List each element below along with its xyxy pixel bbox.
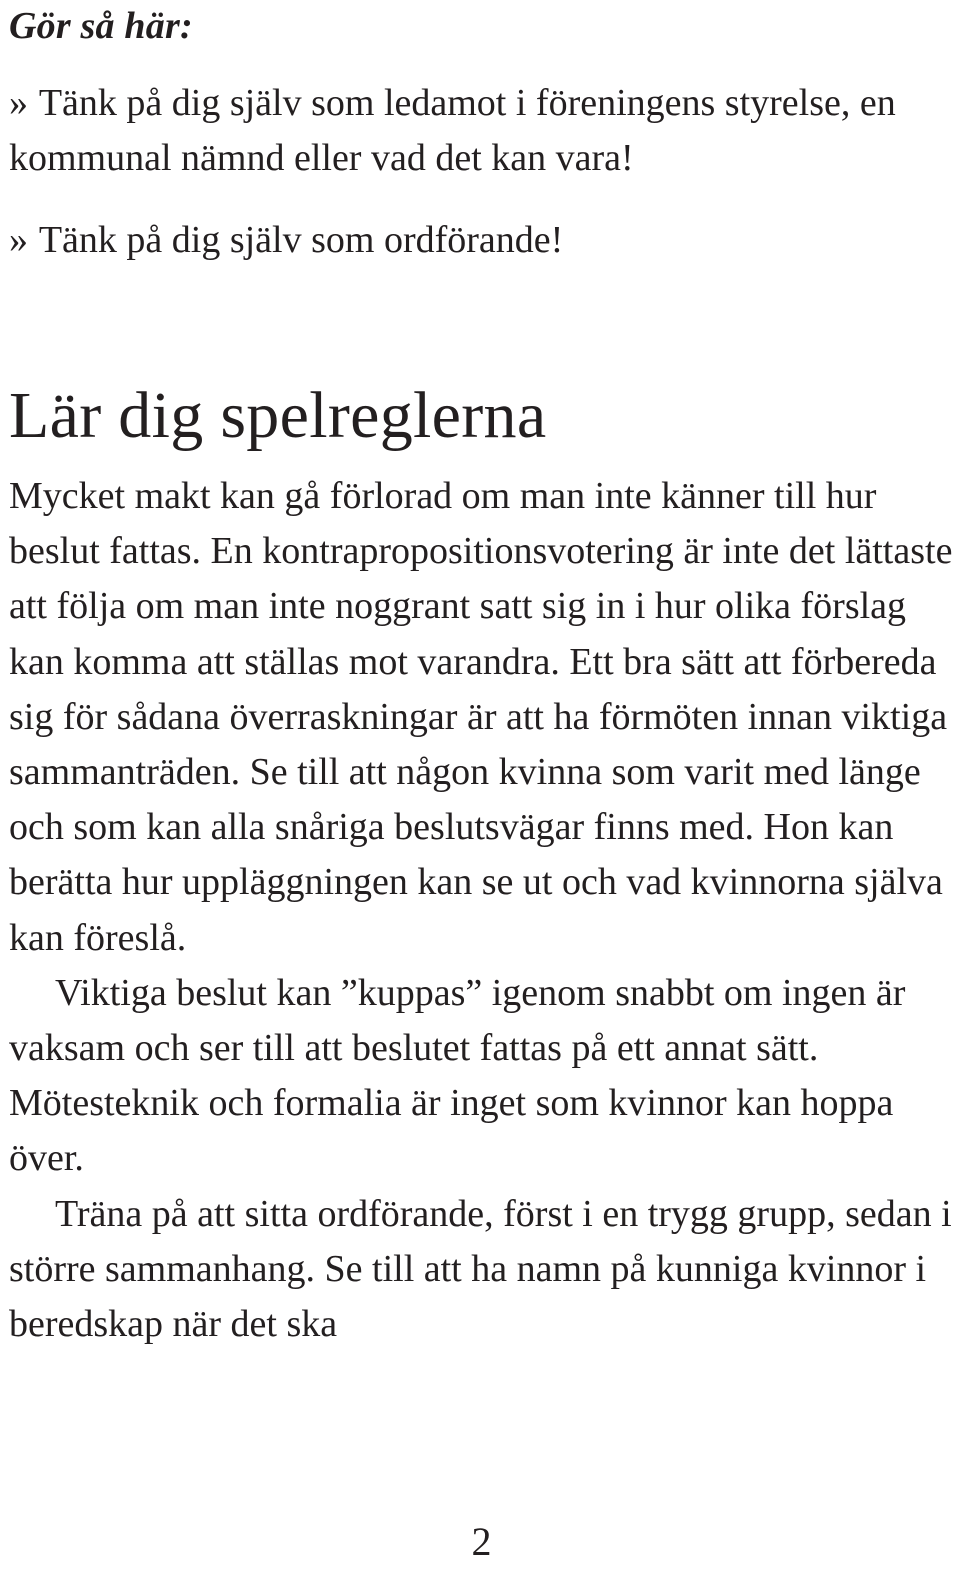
- bullet-item: [9, 213, 939, 268]
- page-number: 2: [471, 1519, 492, 1564]
- bullet-marker: »: [9, 82, 28, 124]
- bullet-text: Tänk på dig själv som ledamot i föreningens styrelse, en kommunal nämnd eller vad det kan vara!: [9, 82, 896, 179]
- section-heading: Lär dig spelreglerna: [9, 379, 547, 452]
- bullet-list: [9, 76, 939, 268]
- paragraph: Viktiga beslut kan ”kuppas” igenom snabbt om ingen är vaksam och ser till att beslutet fattas på ett annat sätt. Mötesteknik och formalia är inget som kvinnor kan hoppa över.: [9, 971, 906, 1180]
- bullet-marker: »: [9, 219, 28, 261]
- body-text: [9, 469, 954, 1352]
- subheading: Gör så här:: [9, 5, 193, 47]
- paragraph: Mycket makt kan gå förlorad om man inte känner till hur beslut fattas. En kontrapropositionsvotering är inte det lättaste att följa om man inte noggrant satt sig in i hur olika förslag kan komma att ställas mot varandra. Ett bra sätt att förbereda sig för sådana överraskningar är att ha förmöten innan viktiga sammanträden. Se till att någon kvinna som varit med länge och som kan alla snåriga beslutsvägar finns med. Hon kan berätta hur uppläggningen kan se ut och vad kvinnorna själva kan föreslå.: [9, 475, 953, 959]
- bullet-text: Tänk på dig själv som ordförande!: [38, 219, 564, 261]
- paragraph: Träna på att sitta ordförande, först i en trygg grupp, sedan i större sammanhang. Se till att ha namn på kunniga kvinnor i beredskap när det ska: [9, 1192, 952, 1346]
- bullet-item: [9, 76, 939, 185]
